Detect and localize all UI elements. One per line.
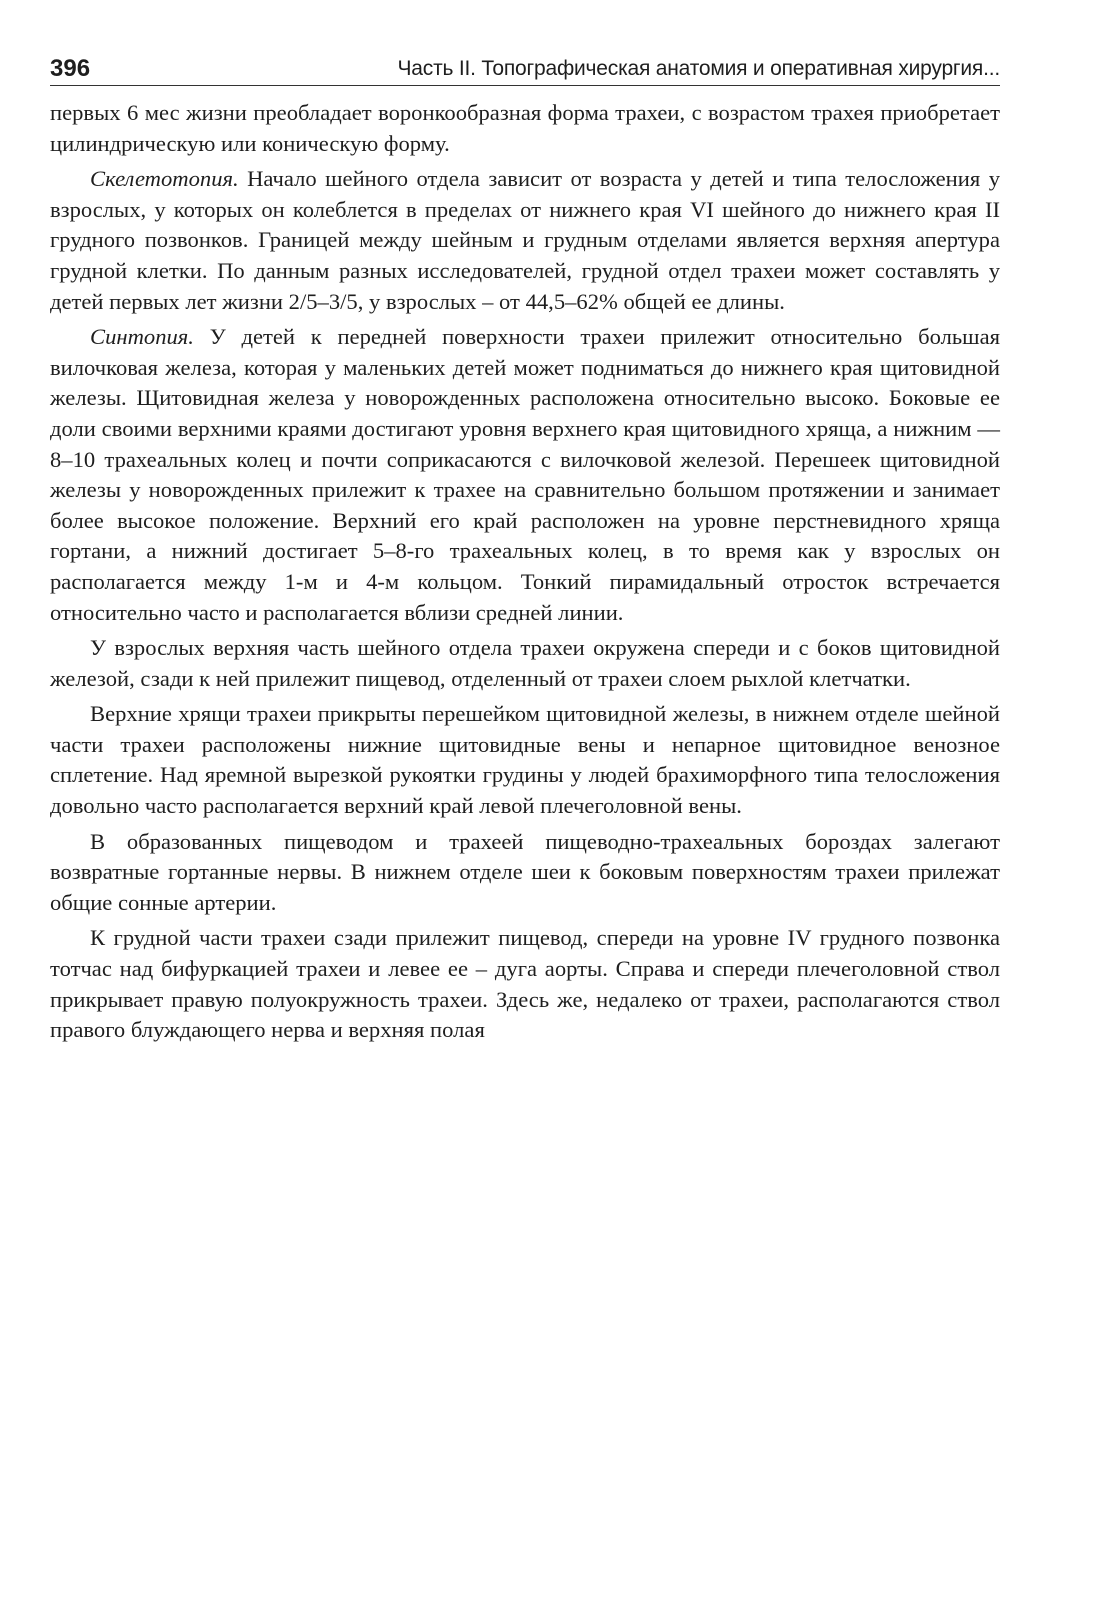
body-text <box>50 98 1000 1046</box>
paragraph-skeletotopia <box>50 164 1000 317</box>
paragraph-thoracic-trachea <box>50 923 1000 1045</box>
paragraph-text: У детей к передней поверхности трахеи прилежит относительно большая вилочковая железа, которая у маленьких детей может подниматься до нижнего края щитовидной железы. Щитовидная железа у новорожденных расположена относительно высоко. Боковые ее доли своими верхними краями достигают уровня верхнего края щитовидного хряща, а нижним — 8–10 трахеальных колец и почти соприкасаются с вилочковой железой. Перешеек щитовидной железы у новорожденных прилежит к трахее на сравнительно большом протяжении и занимает более высокое положение. Верхний его край расположен на уровне перстневидного хряща гортани, а нижний достигает 5–8-го трахеальных колец, в то время как у взрослых он располагается между 1-м и 4-м кольцом. Тонкий пирамидальный отросток встречается относительно часто и располагается вблизи средней линии. <box>50 324 1000 625</box>
paragraph-text: У взрослых верхняя часть шейного отдела трахеи окружена спереди и с боков щитовидной железой, сзади к ней прилежит пищевод, отделенный от трахеи слоем рыхлой клетчатки. <box>50 635 1000 691</box>
paragraph-continued <box>50 98 1000 159</box>
page-number: 396 <box>50 55 91 82</box>
paragraph-text: Верхние хрящи трахеи прикрыты перешейком щитовидной железы, в нижнем отделе шейной части трахеи расположены нижние щитовидные вены и непарное щитовидное венозное сплетение. Над яремной вырезкой рукоятки грудины у людей брахиморфного типа телосложения довольно часто располагается верхний край левой плечеголовной вены. <box>50 701 1000 819</box>
paragraph-lead-term: Скелетотопия. <box>90 166 239 192</box>
paragraph-upper-cartilages <box>50 699 1000 821</box>
running-header-title: Часть II. Топографическая анатомия и оперативная хирургия... <box>397 57 1000 80</box>
paragraph-lead-term: Синтопия. <box>90 324 194 350</box>
running-header <box>50 52 1000 86</box>
paragraph-text: первых 6 мес жизни преобладает воронкообразная форма трахеи, с возрастом трахея приобретает цилиндрическую или коническую форму. <box>50 100 1000 156</box>
paragraph-text: В образованных пищеводом и трахеей пищеводно-трахеальных бороздах залегают возвратные гортанные нервы. В нижнем отделе шеи к боковым поверхностям трахеи прилежат общие сонные артерии. <box>50 828 1000 915</box>
paragraph-syntopia <box>50 322 1000 628</box>
paragraph-adult-upper-trachea <box>50 633 1000 694</box>
paragraph-text: К грудной части трахеи сзади прилежит пищевод, спереди на уровне IV грудного позвонка тотчас над бифуркацией трахеи и левее ее – дуга аорты. Справа и спереди плечеголовной ствол прикрывает правую полуокружность трахеи. Здесь же, недалеко от трахеи, располагаются ствол правого блуждающего нерва и верхняя полая <box>50 925 1000 1043</box>
paragraph-text: Начало шейного отдела зависит от возраста у детей и типа телосложения у взрослых, у которых он колеблется в пределах от нижнего края VI шейного до нижнего края II грудного позвонков. Границей между шейным и грудным отделами является верхняя апертура грудной клетки. По данным разных исследователей, грудной отдел трахеи может составлять у детей первых лет жизни 2/5–3/5, у взрослых – от 44,5–62% общей ее длины. <box>50 166 1000 314</box>
paragraph-recurrent-nerves <box>50 827 1000 919</box>
